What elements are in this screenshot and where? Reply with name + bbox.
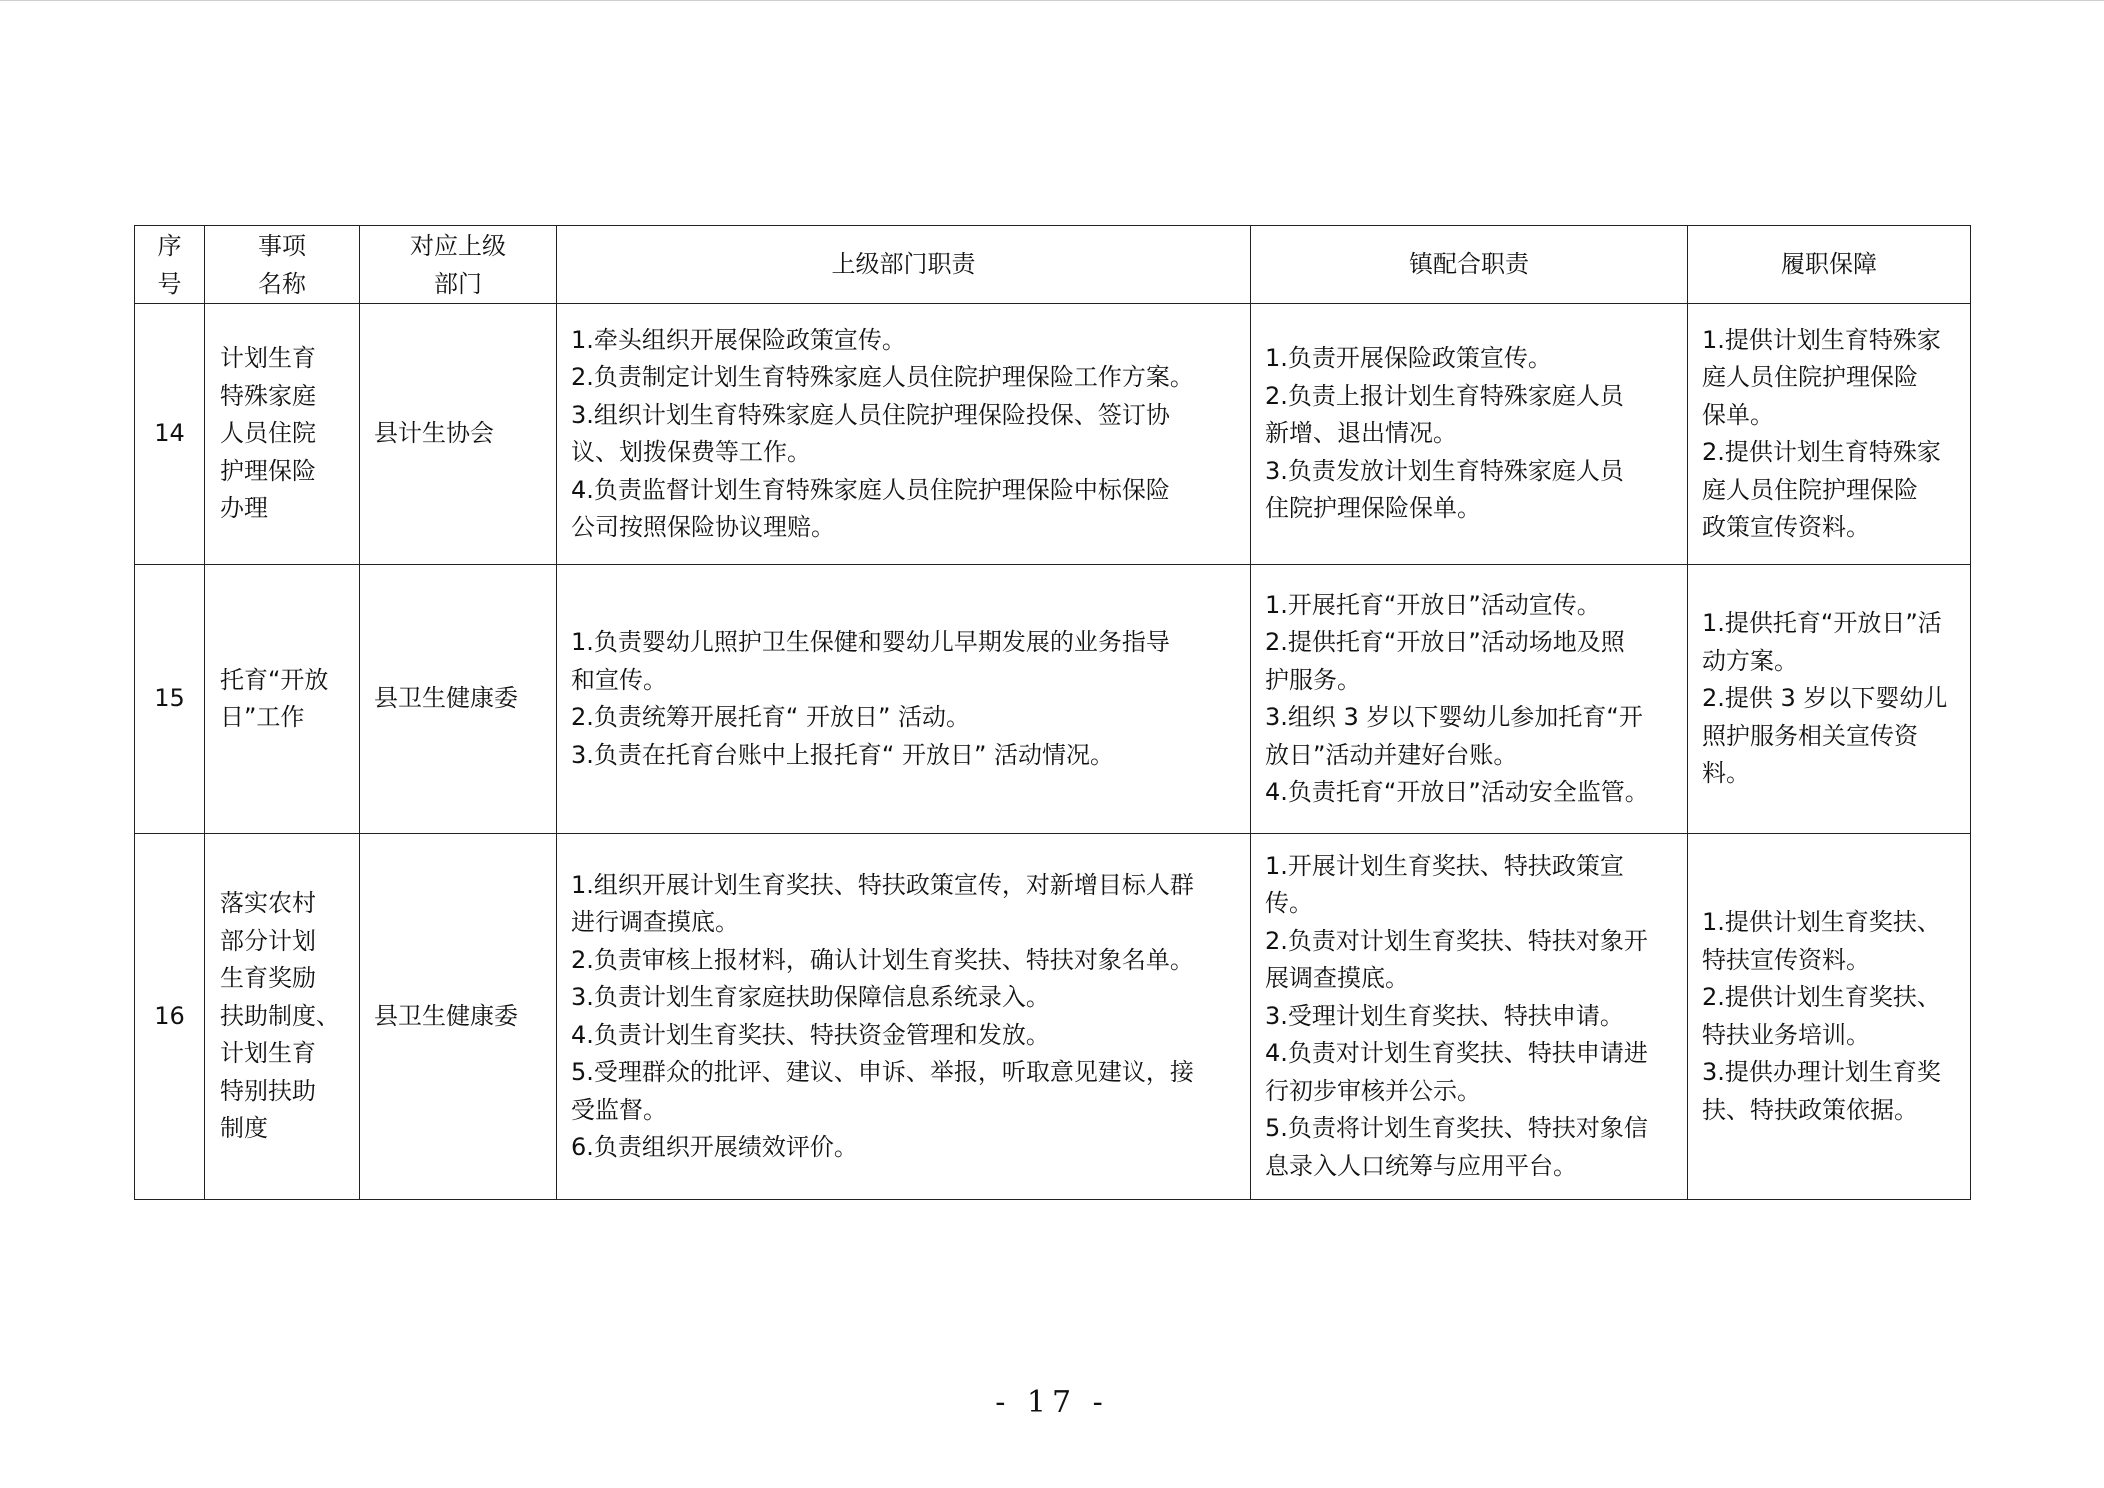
item-name-line: 日”工作 [220,703,305,731]
duty-line: 4.负责监督计划生育特殊家庭人员住院护理保险中标保险 [571,475,1170,504]
table-row [135,565,1971,834]
item-name-line: 部分计划 [220,926,316,955]
guarantee-line: 特扶业务培训。 [1702,1020,1870,1049]
item-name-line: 特别扶助 [220,1076,316,1105]
duty-line: 1.负责婴幼儿照护卫生保健和婴幼儿早期发展的业务指导 [571,628,1170,656]
duty-line: 1.牵头组织开展保险政策宣传。 [571,325,906,354]
header-upper-duty: 上级部门职责 [557,226,1251,304]
row-dept: 县卫生健康委 [360,834,557,1200]
duty-line: 住院护理保险保单。 [1265,494,1481,523]
header-item-name-line: 名称 [258,269,306,298]
row-upper-duty [557,565,1251,834]
duty-table [134,225,1971,1200]
item-name-line: 办理 [220,494,268,523]
guarantee-line: 1.提供托育“开放日”活 [1702,609,1942,638]
duty-line: 4.负责托育“开放日”活动安全监管。 [1265,778,1649,806]
duty-line: 传。 [1265,889,1313,918]
row-seq: 14 [135,304,205,565]
header-upper-dept-line: 部门 [434,269,482,298]
item-name-line: 扶助制度、 [220,1001,340,1030]
duty-line: 受监督。 [571,1095,667,1124]
page-number: - 17 - [995,1385,1109,1420]
duty-line: 3.负责计划生育家庭扶助保障信息系统录入。 [571,983,1050,1011]
header-item-name-line: 事项 [258,231,306,260]
duty-line: 1.开展托育“开放日”活动宣传。 [1265,590,1601,619]
page-top-edge [0,0,2104,1]
guarantee-line: 扶、特扶政策依据。 [1702,1095,1918,1124]
guarantee-line: 2.提供计划生育奖扶、 [1702,983,1941,1011]
row-item-name [205,834,360,1200]
header-upper-dept-line: 对应上级 [410,231,506,260]
duty-line: 进行调查摸底。 [571,908,739,936]
item-name-line: 计划生育 [220,344,316,373]
guarantee-line: 3.提供办理计划生育奖 [1702,1058,1941,1086]
item-name-line: 制度 [220,1114,268,1143]
row-seq: 15 [135,565,205,834]
guarantee-line: 庭人员住院护理保险 [1702,363,1918,391]
duty-line: 放日”活动并建好台账。 [1265,740,1518,769]
guarantee-line: 2.提供计划生育特殊家 [1702,438,1941,466]
row-seq: 16 [135,834,205,1200]
duty-line: 2.负责上报计划生育特殊家庭人员 [1265,381,1624,410]
table-header-row [135,226,1971,304]
guarantee-line: 政策宣传资料。 [1702,513,1870,541]
row-dept: 县卫生健康委 [360,565,557,834]
row-guarantee [1688,834,1971,1200]
duty-line: 3.受理计划生育奖扶、特扶申请。 [1265,1001,1624,1030]
duty-line: 公司按照保险协议理赔。 [571,513,835,541]
row-item-name [205,565,360,834]
header-upper-dept [360,226,557,304]
duty-line: 和宣传。 [571,665,667,694]
duty-line: 3.负责发放计划生育特殊家庭人员 [1265,456,1624,485]
item-name-line: 计划生育 [220,1039,316,1068]
guarantee-line: 特扶宣传资料。 [1702,945,1870,974]
row-guarantee [1688,304,1971,565]
guarantee-line: 2.提供 3 岁以下婴幼儿 [1702,684,1948,713]
duty-line: 4.负责计划生育奖扶、特扶资金管理和发放。 [571,1020,1050,1049]
duty-line: 新增、退出情况。 [1265,419,1457,448]
row-upper-duty [557,834,1251,1200]
duty-line: 息录入人口统筹与应用平台。 [1265,1151,1577,1180]
duty-line: 1.组织开展计划生育奖扶、特扶政策宣传，对新增目标人群 [571,870,1194,899]
duty-line: 议、划拨保费等工作。 [571,438,811,466]
duty-line: 2.负责审核上报材料，确认计划生育奖扶、特扶对象名单。 [571,945,1194,974]
row-item-name [205,304,360,565]
duty-line: 1.开展计划生育奖扶、特扶政策宣 [1265,851,1624,880]
duty-line: 2.负责制定计划生育特殊家庭人员住院护理保险工作方案。 [571,363,1194,391]
duty-line: 3.组织 3 岁以下婴幼儿参加托育“开 [1265,703,1643,731]
duty-line: 5.负责将计划生育奖扶、特扶对象信 [1265,1114,1648,1143]
guarantee-line: 动方案。 [1702,646,1798,675]
header-seq [135,226,205,304]
guarantee-line: 料。 [1702,759,1750,788]
item-name-line: 托育“开放 [220,665,329,694]
row-town-duty [1251,565,1688,834]
duty-line: 4.负责对计划生育奖扶、特扶申请进 [1265,1039,1648,1068]
item-name-line: 生育奖励 [220,964,316,993]
duty-line: 展调查摸底。 [1265,964,1409,993]
duty-line: 6.负责组织开展绩效评价。 [571,1133,858,1161]
header-guarantee: 履职保障 [1688,226,1971,304]
duty-line: 3.负责在托育台账中上报托育“ 开放日” 活动情况。 [571,740,1115,769]
guarantee-line: 庭人员住院护理保险 [1702,475,1918,504]
item-name-line: 人员住院 [220,419,316,448]
item-name-line: 护理保险 [220,456,316,485]
row-upper-duty [557,304,1251,565]
duty-line: 2.负责对计划生育奖扶、特扶对象开 [1265,926,1648,955]
header-town-duty: 镇配合职责 [1251,226,1688,304]
guarantee-line: 1.提供计划生育奖扶、 [1702,908,1941,936]
item-name-line: 特殊家庭 [220,381,316,410]
duty-line: 护服务。 [1265,665,1361,694]
header-item-name [205,226,360,304]
guarantee-line: 1.提供计划生育特殊家 [1702,325,1941,354]
guarantee-line: 照护服务相关宣传资 [1702,721,1918,750]
item-name-line: 落实农村 [220,889,316,918]
duty-line: 2.负责统筹开展托育“ 开放日” 活动。 [571,703,971,731]
header-seq-line: 序 [157,231,182,260]
duty-line: 3.组织计划生育特殊家庭人员住院护理保险投保、签订协 [571,400,1170,429]
row-dept: 县计生协会 [360,304,557,565]
duty-line: 行初步审核并公示。 [1265,1076,1481,1105]
guarantee-line: 保单。 [1702,400,1774,429]
duty-line: 2.提供托育“开放日”活动场地及照 [1265,628,1625,656]
row-town-duty [1251,304,1688,565]
header-seq-line: 号 [157,269,182,298]
duty-line: 1.负责开展保险政策宣传。 [1265,344,1552,373]
table-row [135,834,1971,1200]
table-row [135,304,1971,565]
row-town-duty [1251,834,1688,1200]
row-guarantee [1688,565,1971,834]
duty-line: 5.受理群众的批评、建议、申诉、举报，听取意见建议，接 [571,1058,1194,1086]
